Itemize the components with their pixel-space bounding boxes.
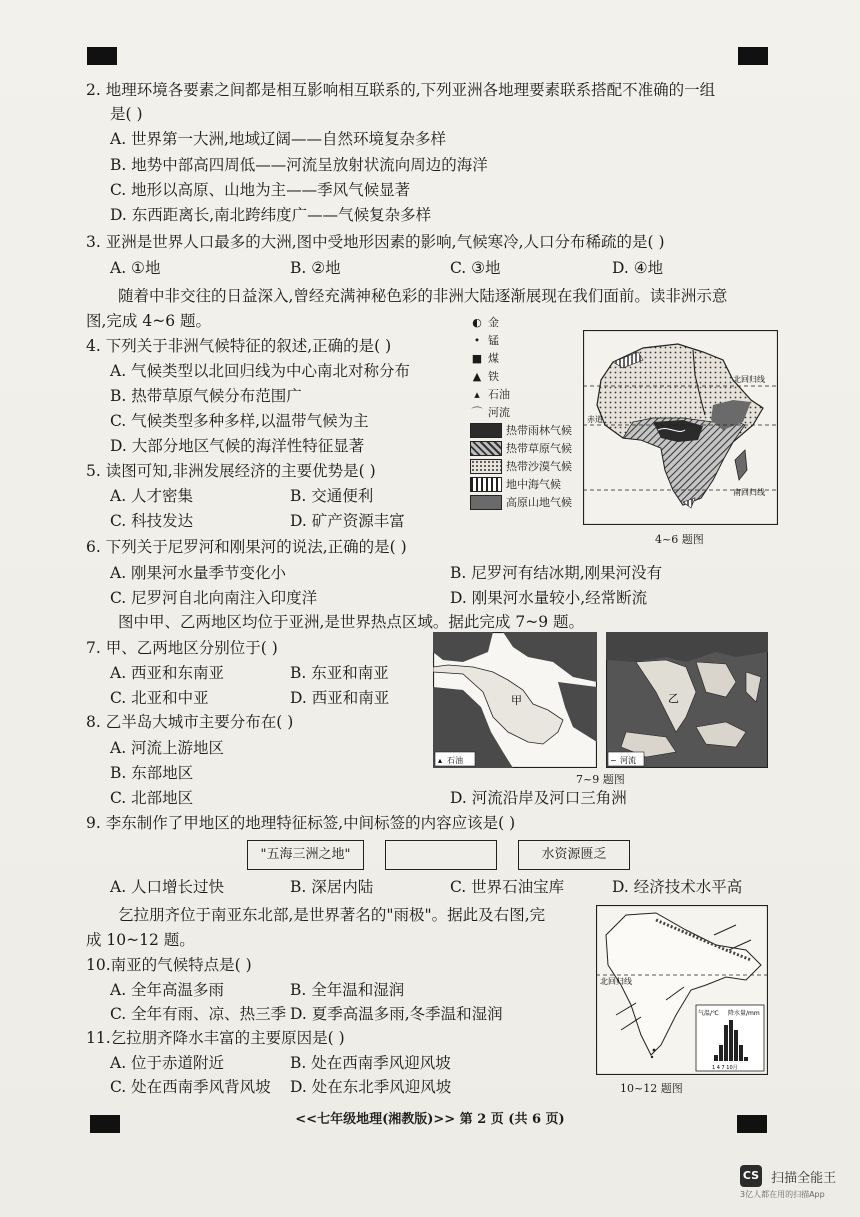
intro-10-12-line1: 乞拉朋齐位于南亚东北部,是世界著名的"雨极"。据此及右图,完 <box>118 906 546 924</box>
legend-swatch <box>470 423 502 438</box>
q8-option-a: A. 河流上游地区 <box>110 739 225 757</box>
legend-swatch <box>470 495 502 510</box>
south-asia-map-caption: 10~12 题图 <box>620 1082 683 1095</box>
q6-stem: 6. 下列关于尼罗河和刚果河的说法,正确的是( ) <box>86 538 407 556</box>
q9-label-right: 水资源匮乏 <box>518 840 630 870</box>
legend-label: 地中海气候 <box>506 478 561 491</box>
q2-option-a: A. 世界第一大洲,地域辽阔——自然环境复杂多样 <box>110 130 446 148</box>
river-legend-label: 河流 <box>620 756 636 765</box>
q9-option-a: A. 人口增长过快 <box>110 878 225 896</box>
africa-map-legend <box>470 313 580 511</box>
legend-row-savanna <box>470 439 580 457</box>
month-axis-label: 1 4 7 10月 <box>712 1065 738 1071</box>
q8-stem: 8. 乙半岛大城市主要分布在( ) <box>86 713 294 731</box>
intro-4-6-line1: 随着中非交往的日益深入,曾经充满神秘色彩的非洲大陆逐渐展现在我们面前。读非洲示意 <box>118 287 728 305</box>
q8-option-c: C. 北部地区 <box>110 789 194 807</box>
q10-option-c: C. 全年有雨、凉、热三季 <box>110 1005 287 1023</box>
q9-option-b: B. 深居内陆 <box>290 878 374 896</box>
scanner-watermark <box>740 1165 836 1200</box>
intro-4-6-line2: 图,完成 4~6 题。 <box>86 312 211 330</box>
q6-option-a: A. 刚果河水量季节变化小 <box>110 564 287 582</box>
intro-7-9: 图中甲、乙两地区均位于亚洲,是世界热点区域。据此完成 7~9 题。 <box>118 613 584 631</box>
legend-label: 铁 <box>488 370 499 383</box>
q3-option-c: C. ③地 <box>450 259 501 277</box>
q6-option-b: B. 尼罗河有结冰期,刚果河没有 <box>450 564 663 582</box>
coal-icon: ■ <box>471 351 483 365</box>
q9-label-middle <box>385 840 497 870</box>
q3-option-d: D. ④地 <box>612 259 664 277</box>
gold-icon: ◐ <box>472 315 482 329</box>
q9-label-left: "五海三洲之地" <box>247 840 364 870</box>
legend-label: 河流 <box>488 406 510 419</box>
tropic-south-label: 南回归线 <box>733 488 765 497</box>
legend-row-gold <box>470 313 580 331</box>
legend-swatch <box>470 441 502 456</box>
legend-row-oil <box>470 385 580 403</box>
q11-option-a: A. 位于赤道附近 <box>110 1054 225 1072</box>
q3-option-b: B. ②地 <box>290 259 341 277</box>
q4-stem: 4. 下列关于非洲气候特征的叙述,正确的是( ) <box>86 337 392 355</box>
q4-option-b: B. 热带草原气候分布范围广 <box>110 387 302 405</box>
q7-option-d: D. 西亚和南亚 <box>290 689 390 707</box>
q3-stem: 3. 亚洲是世界人口最多的大洲,图中受地形因素的影响,气候寒冷,人口分布稀疏的是( ) <box>86 233 665 251</box>
manganese-icon: ⬩ <box>475 333 479 346</box>
africa-map-caption: 4~6 题图 <box>655 533 704 546</box>
temp-axis-label: 气温/℃ <box>698 1010 719 1017</box>
south-asia-map <box>596 905 768 1075</box>
precip-axis-label: 降水量/mm <box>728 1010 760 1017</box>
q5-option-d: D. 矿产资源丰富 <box>290 512 405 530</box>
tropic-north-label: 北回归线 <box>733 375 765 384</box>
legend-label: 金 <box>488 316 499 329</box>
q2-option-d: D. 东西距离长,南北跨纬度广——气候复杂多样 <box>110 206 432 224</box>
q5-stem: 5. 读图可知,非洲发展经济的主要优势是( ) <box>86 462 376 480</box>
q9-option-c: C. 世界石油宝库 <box>450 878 565 896</box>
q4-option-c: C. 气候类型多种多样,以温带气候为主 <box>110 412 369 430</box>
q4-option-d: D. 大部分地区气候的海洋性特征显著 <box>110 437 365 455</box>
iron-icon: ▲ <box>472 369 482 383</box>
legend-row-manganese <box>470 331 580 349</box>
legend-label: 锰 <box>488 334 499 347</box>
q10-option-d: D. 夏季高温多雨,冬季温和湿润 <box>290 1005 503 1023</box>
legend-label: 热带草原气候 <box>506 442 572 455</box>
q7-option-c: C. 北亚和中亚 <box>110 689 209 707</box>
legend-row-desert <box>470 457 580 475</box>
legend-row-mediterranean <box>470 475 580 493</box>
q2-stem-line2: 是( ) <box>110 105 143 123</box>
river-icon: ⌒ <box>471 406 483 419</box>
q9-option-d: D. 经济技术水平高 <box>612 878 743 896</box>
q6-option-d: D. 刚果河水量较小,经常断流 <box>450 589 648 607</box>
watermark-name: 扫描全能王 <box>771 1170 837 1186</box>
oil-legend-label: 石油 <box>447 756 463 765</box>
legend-label: 热带沙漠气候 <box>506 460 572 473</box>
page-footer: <<七年级地理(湘教版)>> 第 2 页 (共 6 页) <box>295 1112 565 1127</box>
river-legend-icon: ~ <box>610 756 617 765</box>
legend-label: 热带雨林气候 <box>506 424 572 437</box>
legend-row-iron <box>470 367 580 385</box>
q5-option-b: B. 交通便利 <box>290 487 374 505</box>
q10-stem: 10.南亚的气候特点是( ) <box>86 956 252 974</box>
q8-option-d: D. 河流沿岸及河口三角洲 <box>450 789 627 807</box>
q5-option-c: C. 科技发达 <box>110 512 194 530</box>
q5-option-a: A. 人才密集 <box>110 487 194 505</box>
equator-label: 赤道 <box>587 415 603 424</box>
q6-option-c: C. 尼罗河自北向南注入印度洋 <box>110 589 318 607</box>
q8-option-b: B. 东部地区 <box>110 764 194 782</box>
jia-label: 甲 <box>511 694 522 707</box>
q2-option-b: B. 地势中部高四周低——河流呈放射状流向周边的海洋 <box>110 156 488 174</box>
registration-mark-top-left <box>87 47 117 65</box>
west-asia-map <box>433 632 597 768</box>
intro-10-12-line2: 成 10~12 题。 <box>86 931 195 949</box>
legend-row-river <box>470 403 580 421</box>
q11-option-b: B. 处在西南季风迎风坡 <box>290 1054 451 1072</box>
legend-label: 高原山地气候 <box>506 496 572 509</box>
q2-option-c: C. 地形以高原、山地为主——季风气候显著 <box>110 181 411 199</box>
q7-option-b: B. 东亚和南亚 <box>290 664 389 682</box>
registration-mark-top-right <box>738 47 768 65</box>
africa-map <box>583 330 778 525</box>
oil-icon: ▴ <box>474 387 480 401</box>
q2-stem-line1: 2. 地理环境各要素之间都是相互影响相互联系的,下列亚洲各地理要素联系搭配不准确的一组 <box>86 81 716 99</box>
q11-stem: 11.乞拉朋齐降水丰富的主要原因是( ) <box>86 1029 345 1047</box>
q10-option-b: B. 全年温和湿润 <box>290 981 405 999</box>
yi-label: 乙 <box>668 692 679 705</box>
q7-option-a: A. 西亚和东南亚 <box>110 664 225 682</box>
q11-option-d: D. 处在东北季风迎风坡 <box>290 1078 452 1096</box>
legend-row-rainforest <box>470 421 580 439</box>
q9-stem: 9. 李东制作了甲地区的地理特征标签,中间标签的内容应该是( ) <box>86 814 516 832</box>
asia-maps-caption: 7~9 题图 <box>576 773 625 786</box>
southeast-asia-map <box>606 632 768 768</box>
watermark-tagline: 3亿人都在用的扫描App <box>740 1190 825 1199</box>
legend-row-coal <box>470 349 580 367</box>
legend-label: 石油 <box>488 388 510 401</box>
q7-stem: 7. 甲、乙两地区分别位于( ) <box>86 639 278 657</box>
legend-swatch <box>470 459 502 474</box>
oil-legend-icon: ▴ <box>438 756 443 765</box>
q3-option-a: A. ①地 <box>110 259 161 277</box>
q4-option-a: A. 气候类型以北回归线为中心南北对称分布 <box>110 362 411 380</box>
legend-label: 煤 <box>488 352 499 365</box>
legend-swatch <box>470 477 502 492</box>
q10-option-a: A. 全年高温多雨 <box>110 981 225 999</box>
camscanner-logo-icon: CS <box>740 1165 762 1187</box>
tropic-north-label: 北回归线 <box>600 977 632 986</box>
q11-option-c: C. 处在西南季风背风坡 <box>110 1078 271 1096</box>
legend-row-highland <box>470 493 580 511</box>
